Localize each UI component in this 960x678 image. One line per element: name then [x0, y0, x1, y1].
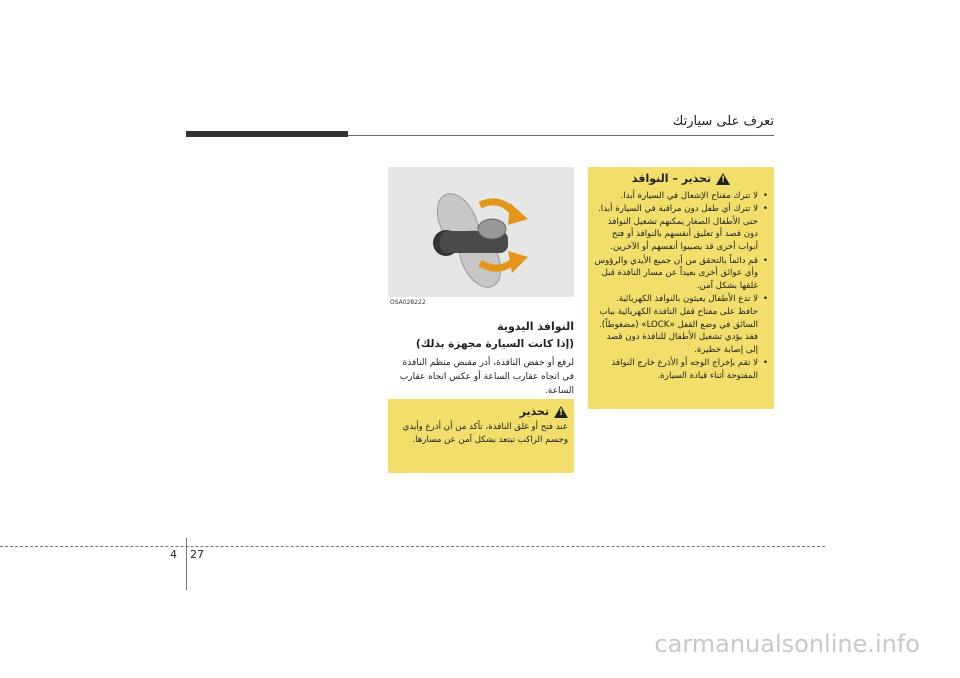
warning-item: • لا تترك أي طفل دون مراقبة في السيارة أبدا. حتى الأطفال الصغار يمكنهم تشغيل النوافذ دون قصد أو تعليق أنفسهم بالنوافذ أو فتح أبواب أخرى قد يصيبوا أنفسهم أو الآخرين.	[594, 203, 758, 253]
header-bar	[186, 131, 348, 137]
footer-divider	[186, 538, 187, 590]
chapter-number: 4	[170, 548, 177, 561]
window-crank-illustration	[388, 167, 574, 297]
section-title: النوافذ اليدوية	[497, 320, 574, 333]
section-body: لرفع أو خفض النافذة، أدر مقبض منظم النافذة في اتجاه عقارب الساعة أو عكس اتجاه عقارب الساعة.	[399, 358, 574, 396]
footer-rule	[0, 546, 825, 547]
section-subtitle: (إذا كانت السيارة مجهزة بذلك)	[415, 338, 574, 350]
caution-box	[388, 399, 574, 473]
page-number: 27	[190, 548, 204, 561]
warning-item: • لا تترك مفتاح الإشعال في السيارة أبدا.	[594, 190, 758, 203]
warning-item: • قم دائماً بالتحقق من أن جميع الأيدي والرؤوس وأي عوائق أخرى بعيداً عن مسار النافذة قبل غلقها بشكل آمن.	[594, 255, 758, 293]
caution-triangle-icon	[554, 406, 568, 418]
caution-heading-text: تحذير	[519, 405, 549, 418]
caution-heading	[394, 405, 568, 418]
figure-code: OSA028222	[390, 299, 426, 306]
warning-box	[588, 167, 774, 409]
warning-item: • لا تقم بإخراج الوجه أو الأذرع خارج النوافذ المفتوحة أثناء قيادة السيارة.	[594, 357, 758, 382]
watermark: carmanualsonline.info	[654, 630, 920, 658]
warning-list	[594, 190, 768, 383]
warning-item: • لا تدع الأطفال يعبثون بالنوافذ الكهربائية. حافظ على مفتاح قفل النافذة الكهربائية بباب السائق في وضع القفل «LOCK» (مضغوطاً). فقد يؤدي تشغيل الأطفال للنافذة دون قصد إلى إصابة خطيرة.	[594, 293, 758, 356]
header-title: تعرف على سيارتك	[672, 114, 774, 129]
warning-heading-text: تحذير – النوافذ	[631, 172, 712, 185]
caution-text: عند فتح أو غلق النافذة، تأكد من أن أذرع وأيدي وجسم الراكب تبتعد بشكل آمن عن مسارها.	[402, 422, 568, 445]
warning-heading	[594, 173, 768, 186]
window-crank-photo	[388, 167, 574, 297]
warning-triangle-icon	[716, 173, 730, 185]
